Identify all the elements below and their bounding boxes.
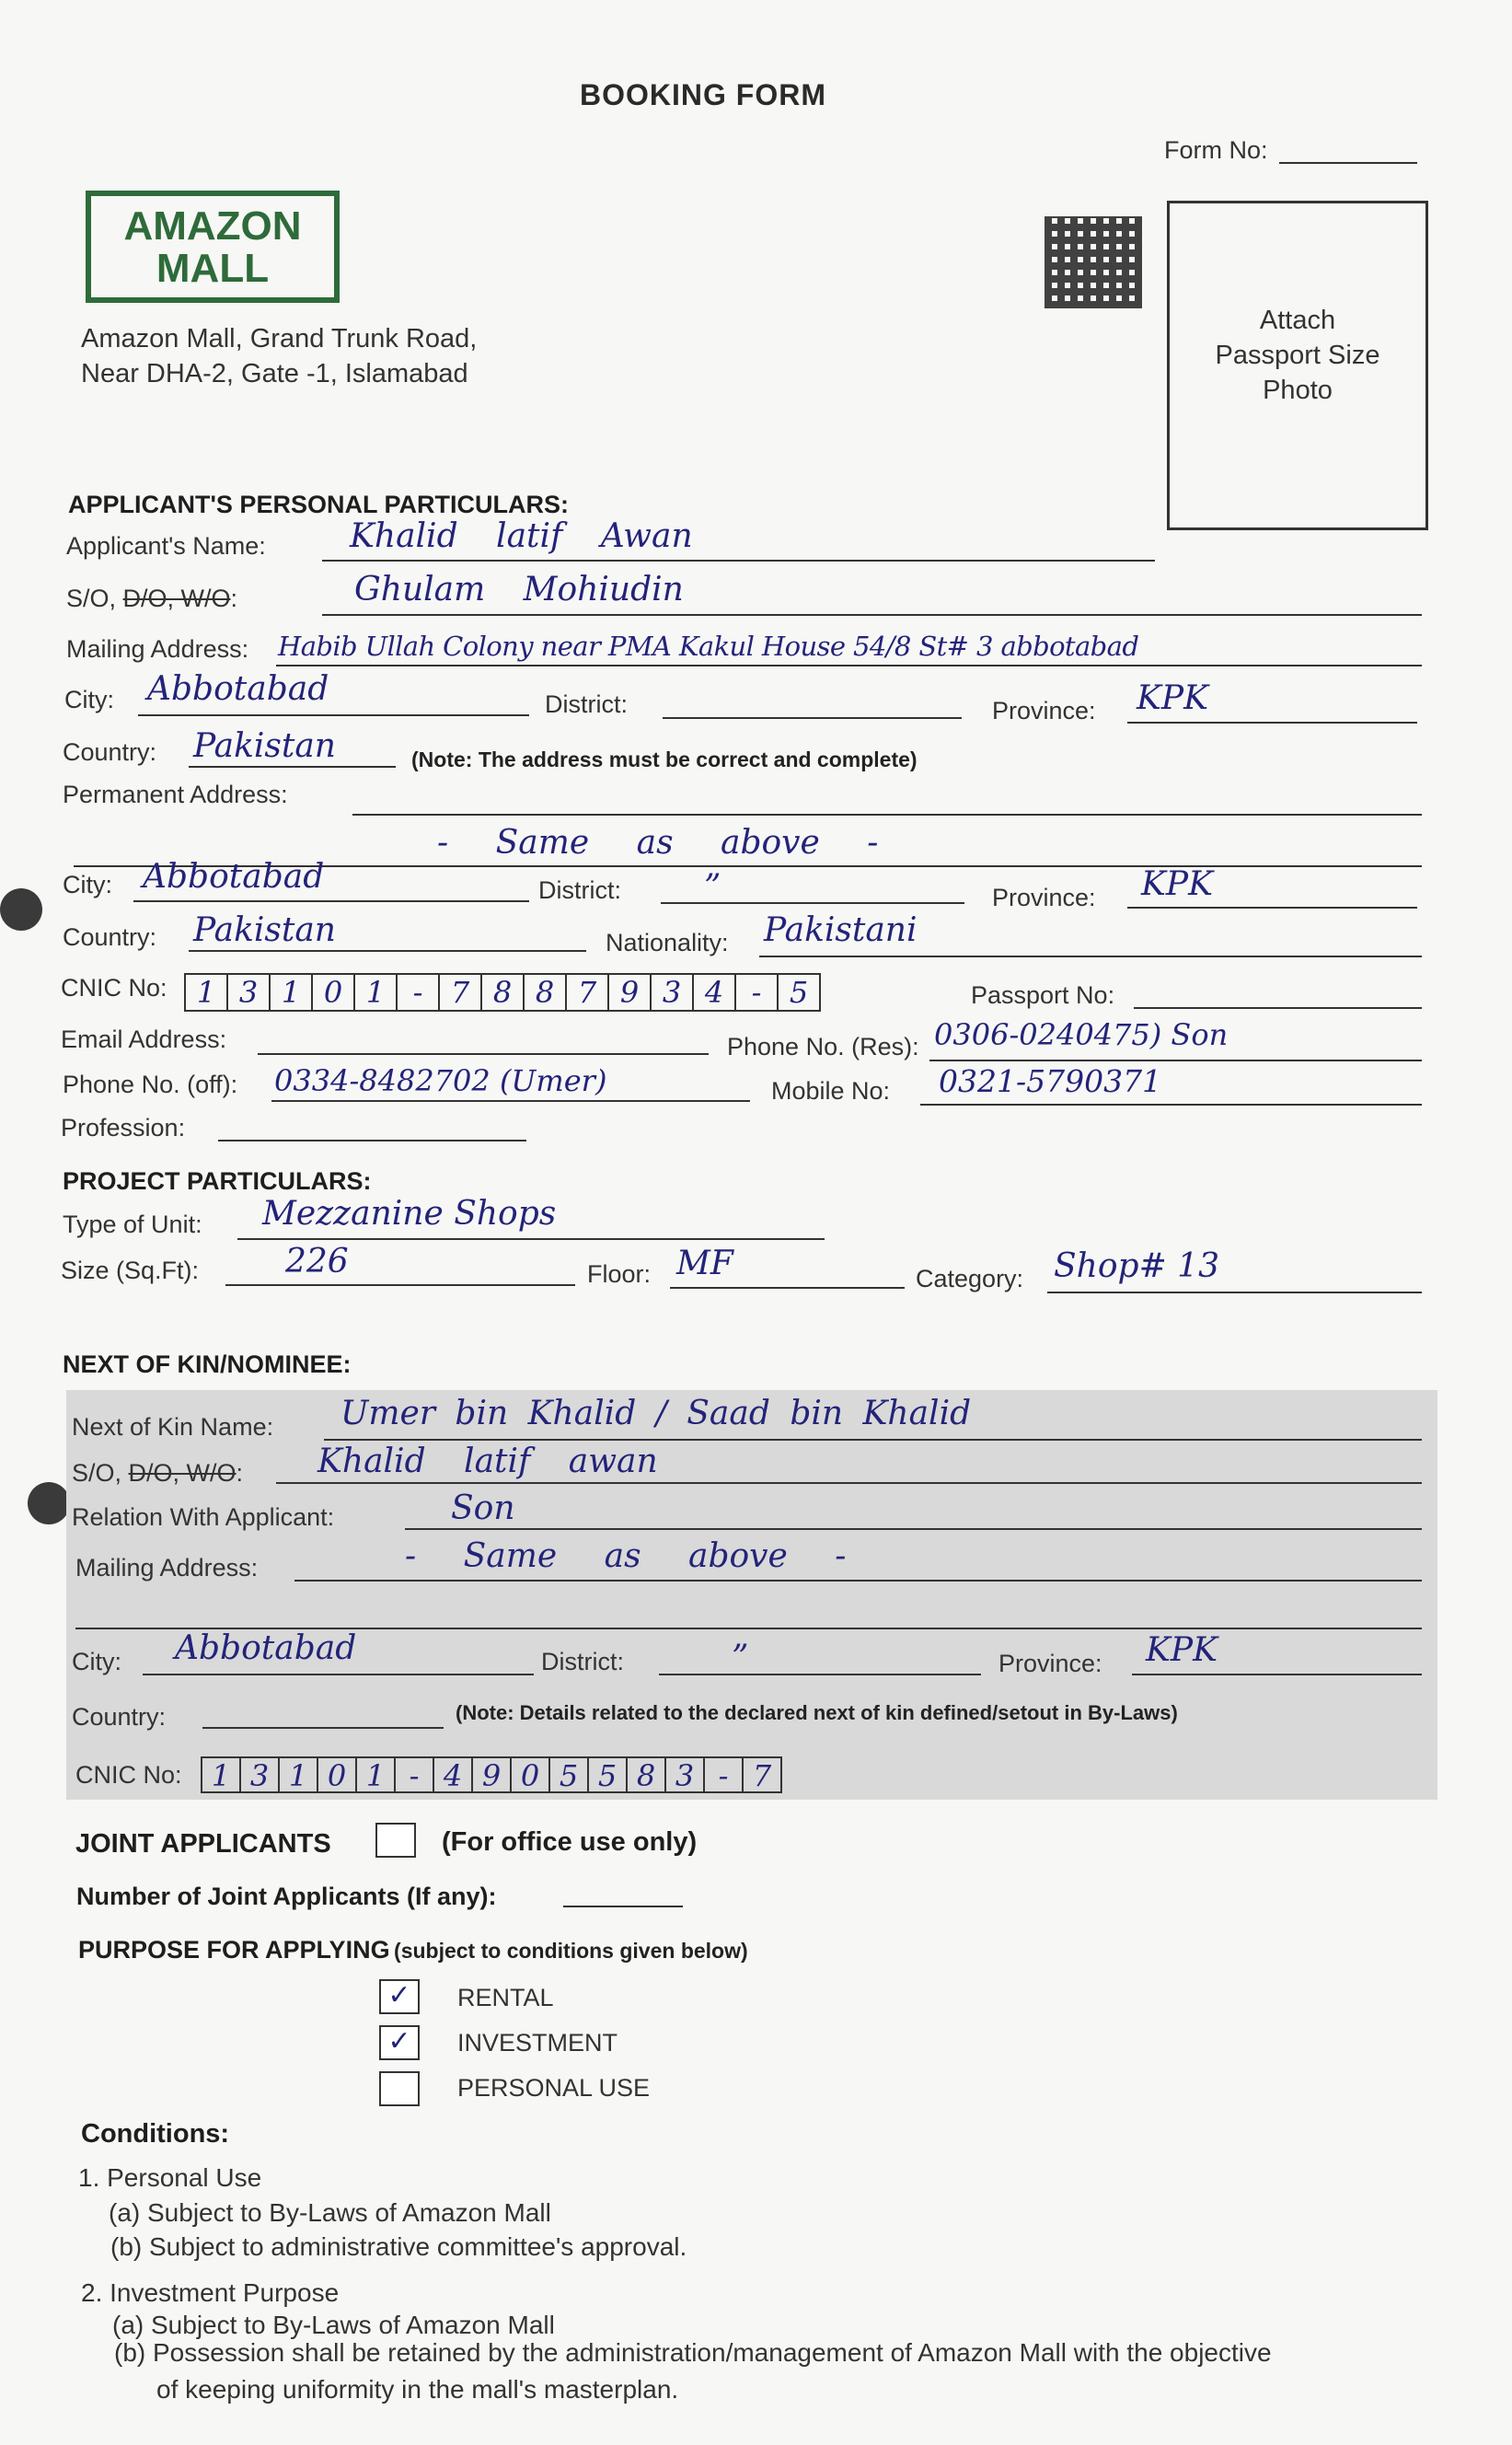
punch-hole-top: [0, 888, 42, 931]
district-label: District:: [545, 690, 628, 718]
kin-cnic-digit: 0: [512, 1758, 550, 1791]
kin-province-label: Province:: [998, 1650, 1102, 1677]
purpose-heading: [78, 1936, 748, 1964]
phone-res-label: Phone No. (Res):: [727, 1033, 919, 1060]
photo-text-2: Passport Size: [1215, 341, 1380, 370]
permanent-address-value: - Same as above -: [437, 824, 879, 862]
nationality-label: Nationality:: [606, 929, 729, 956]
kin-country-line[interactable]: [202, 1727, 444, 1729]
floor-line[interactable]: [670, 1287, 905, 1289]
floor-value: MF: [676, 1245, 733, 1282]
city2-value: Abbotabad: [143, 858, 325, 896]
kin-mailing-value: - Same as above -: [405, 1537, 847, 1575]
floor-label: Floor:: [587, 1260, 652, 1288]
condition-2c: of keeping uniformity in the mall's masterplan.: [156, 2375, 679, 2404]
kin-district-line[interactable]: [659, 1674, 981, 1675]
kin-cnic-digit: 7: [752, 1758, 772, 1793]
size-value: 226: [285, 1243, 349, 1280]
kin-relation-line[interactable]: [405, 1528, 1422, 1530]
rental-checkbox[interactable]: ✓: [379, 1979, 420, 2014]
cnic-digit: 1: [186, 975, 228, 1010]
condition-1b: (b) Subject to administrative committee's approval.: [110, 2232, 687, 2261]
cnic-digit: 1: [355, 975, 398, 1010]
passport-no-line[interactable]: [1134, 1007, 1422, 1009]
form-title: BOOKING FORM: [580, 78, 826, 111]
joint-applicants-label: JOINT APPLICANTS: [75, 1829, 331, 1859]
kin-district-label: District:: [541, 1648, 624, 1675]
province-value: KPK: [1137, 679, 1209, 717]
mailing-address-line[interactable]: [276, 665, 1422, 666]
kin-cnic-dash: -: [705, 1758, 744, 1791]
phone-res-value: 0306-0240475) Son: [934, 1017, 1229, 1052]
condition-2a: (a) Subject to By-Laws of Amazon Mall: [112, 2311, 555, 2339]
country-line[interactable]: [189, 766, 396, 768]
logo-line-1: AMAZON: [123, 203, 302, 249]
profession-label: Profession:: [61, 1114, 186, 1141]
category-line[interactable]: [1047, 1292, 1422, 1293]
investment-checkbox[interactable]: ✓: [379, 2025, 420, 2060]
form-no-label: Form No:: [1164, 136, 1268, 164]
city2-line[interactable]: [133, 900, 529, 902]
nationality-value: Pakistani: [764, 911, 918, 949]
so-line[interactable]: [322, 614, 1422, 616]
country-value: Pakistan: [193, 727, 336, 765]
kin-so-label: S/O, D/O, W/O:: [72, 1459, 244, 1487]
logo-line-2: MALL: [156, 246, 270, 291]
kin-cnic-digit: 1: [280, 1758, 318, 1791]
kin-name-label: Next of Kin Name:: [72, 1413, 274, 1441]
mailing-address-value: Habib Ullah Colony near PMA Kakul House 54/8 St# 3 abbotabad: [278, 631, 1139, 662]
province2-label: Province:: [992, 884, 1096, 911]
applicant-cnic-boxes[interactable]: [184, 973, 821, 1012]
cnic-digit: 3: [652, 975, 694, 1010]
personal-use-checkbox[interactable]: [379, 2071, 420, 2106]
kin-section-title: NEXT OF KIN/NOMINEE:: [63, 1350, 352, 1378]
profession-line[interactable]: [218, 1140, 526, 1141]
kin-note: (Note: Details related to the declared next of kin defined/setout in By-Laws): [456, 1701, 1178, 1724]
joint-number-line[interactable]: [563, 1906, 683, 1907]
applicant-name-label: Applicant's Name:: [66, 532, 266, 560]
country2-label: Country:: [63, 923, 157, 951]
mall-address-line-1: Amazon Mall, Grand Trunk Road,: [81, 324, 478, 353]
type-of-unit-label: Type of Unit:: [63, 1211, 202, 1238]
phone-off-line[interactable]: [271, 1100, 750, 1102]
purpose-label-note: (subject to conditions given below): [394, 1939, 748, 1963]
city-line[interactable]: [138, 714, 529, 716]
cnic-dash: -: [398, 975, 440, 1010]
so-label: S/O, D/O, W/O:: [66, 585, 238, 612]
so-value: Ghulam Mohiudin: [354, 571, 684, 608]
cnic-digit: 5: [789, 975, 809, 1010]
photo-text-3: Photo: [1263, 376, 1333, 405]
type-of-unit-value: Mezzanine Shops: [262, 1195, 557, 1233]
category-value: Shop# 13: [1054, 1247, 1219, 1285]
city-value: Abbotabad: [147, 670, 329, 708]
qr-code-icon: [1045, 216, 1142, 308]
kin-relation-value: Son: [451, 1489, 515, 1527]
punch-hole-bottom: [28, 1482, 70, 1524]
country-label: Country:: [63, 738, 157, 766]
mall-address-line-2: Near DHA-2, Gate -1, Islamabad: [81, 359, 468, 388]
cnic-dash: -: [736, 975, 779, 1010]
rental-label: RENTAL: [457, 1984, 554, 2011]
kin-province-line[interactable]: [1132, 1674, 1422, 1675]
kin-cnic-digit: 5: [550, 1758, 589, 1791]
district-line[interactable]: [663, 717, 962, 719]
passport-photo-box[interactable]: [1167, 201, 1428, 530]
kin-country-label: Country:: [72, 1703, 167, 1731]
kin-cnic-digit: 3: [666, 1758, 705, 1791]
kin-province-value: KPK: [1146, 1631, 1218, 1669]
size-line[interactable]: [225, 1284, 575, 1286]
cnic-digit: 4: [694, 975, 736, 1010]
cnic-digit: 8: [482, 975, 525, 1010]
cnic-digit: 7: [567, 975, 609, 1010]
passport-no-label: Passport No:: [971, 981, 1115, 1009]
kin-district-value: ”: [732, 1639, 749, 1676]
address-note: (Note: The address must be correct and complete): [411, 747, 918, 771]
condition-1: 1. Personal Use: [78, 2163, 262, 2192]
office-use-note: (For office use only): [442, 1827, 698, 1857]
kin-cnic-digit: 5: [589, 1758, 628, 1791]
kin-so-line[interactable]: [276, 1482, 1422, 1484]
province-label: Province:: [992, 697, 1096, 724]
email-line[interactable]: [258, 1053, 709, 1055]
kin-shaded-panel: [66, 1390, 1437, 1800]
conditions-title: Conditions:: [81, 2119, 230, 2149]
province-line[interactable]: [1127, 722, 1417, 724]
phone-off-value: 0334-8482702 (Umer): [274, 1063, 607, 1098]
applicant-name-line[interactable]: [322, 560, 1155, 562]
form-no-line[interactable]: [1279, 162, 1417, 164]
nationality-line[interactable]: [759, 956, 1422, 957]
province2-line[interactable]: [1127, 907, 1417, 909]
mailing-address-label: Mailing Address:: [66, 635, 249, 663]
kin-city-value: Abbotabad: [175, 1629, 357, 1667]
kin-cnic-digit: 1: [202, 1758, 241, 1791]
cnic-digit: 1: [271, 975, 313, 1010]
country2-value: Pakistan: [193, 911, 336, 949]
mobile-value: 0321-5790371: [939, 1063, 1162, 1099]
kin-cnic-digit: 3: [241, 1758, 280, 1791]
kin-cnic-digit: 9: [473, 1758, 512, 1791]
investment-label: INVESTMENT: [457, 2029, 618, 2057]
kin-so-value: Khalid latif awan: [317, 1443, 658, 1480]
cnic-digit: 3: [228, 975, 271, 1010]
condition-2: 2. Investment Purpose: [81, 2278, 340, 2307]
applicant-section-title: APPLICANT'S PERSONAL PARTICULARS:: [68, 491, 569, 518]
type-of-unit-line[interactable]: [237, 1238, 825, 1240]
kin-cnic-dash: -: [396, 1758, 434, 1791]
province2-value: KPK: [1141, 865, 1214, 903]
kin-cnic-digit: 8: [628, 1758, 666, 1791]
country2-line[interactable]: [189, 950, 586, 952]
amazon-mall-logo: [86, 191, 340, 303]
cnic-digit: 7: [440, 975, 482, 1010]
permanent-address-label: Permanent Address:: [63, 781, 288, 808]
permanent-address-line-1[interactable]: [352, 814, 1422, 816]
kin-name-value: Umer bin Khalid / Saad bin Khalid: [340, 1395, 972, 1432]
photo-text-1: Attach: [1259, 306, 1336, 335]
cnic-label: CNIC No:: [61, 974, 167, 1002]
joint-applicants-checkbox[interactable]: [375, 1823, 416, 1858]
kin-city-line[interactable]: [143, 1674, 534, 1675]
mobile-label: Mobile No:: [771, 1077, 891, 1105]
cnic-digit: 8: [525, 975, 567, 1010]
mobile-line[interactable]: [920, 1104, 1422, 1106]
kin-mailing-line-1[interactable]: [294, 1580, 1422, 1582]
kin-mailing-label: Mailing Address:: [75, 1554, 259, 1582]
kin-cnic-digit: 1: [357, 1758, 396, 1791]
kin-cnic-digit: 0: [318, 1758, 357, 1791]
purpose-label: PURPOSE FOR APPLYING: [78, 1936, 390, 1964]
kin-cnic-label: CNIC No:: [75, 1761, 182, 1789]
district2-value: ”: [704, 868, 721, 906]
applicant-name-value: Khalid latif Awan: [350, 517, 693, 555]
district2-label: District:: [538, 876, 621, 904]
cnic-digit: 9: [609, 975, 652, 1010]
condition-1a: (a) Subject to By-Laws of Amazon Mall: [109, 2198, 551, 2227]
kin-cnic-digit: 4: [434, 1758, 473, 1791]
city2-label: City:: [63, 871, 112, 898]
condition-2b: (b) Possession shall be retained by the administration/management of Amazon Mall with the objective: [114, 2338, 1272, 2367]
kin-name-line[interactable]: [324, 1439, 1422, 1441]
category-label: Category:: [916, 1265, 1024, 1292]
kin-city-label: City:: [72, 1648, 121, 1675]
city-label: City:: [64, 686, 114, 713]
email-label: Email Address:: [61, 1026, 227, 1053]
phone-off-label: Phone No. (off):: [63, 1071, 238, 1098]
personal-use-label: PERSONAL USE: [457, 2074, 651, 2102]
joint-number-label: Number of Joint Applicants (If any):: [76, 1883, 497, 1910]
project-section-title: PROJECT PARTICULARS:: [63, 1167, 372, 1195]
kin-relation-label: Relation With Applicant:: [72, 1503, 335, 1531]
cnic-digit: 0: [313, 975, 355, 1010]
kin-cnic-boxes[interactable]: [201, 1756, 782, 1793]
size-label: Size (Sq.Ft):: [61, 1257, 200, 1284]
phone-res-line[interactable]: [929, 1060, 1422, 1061]
